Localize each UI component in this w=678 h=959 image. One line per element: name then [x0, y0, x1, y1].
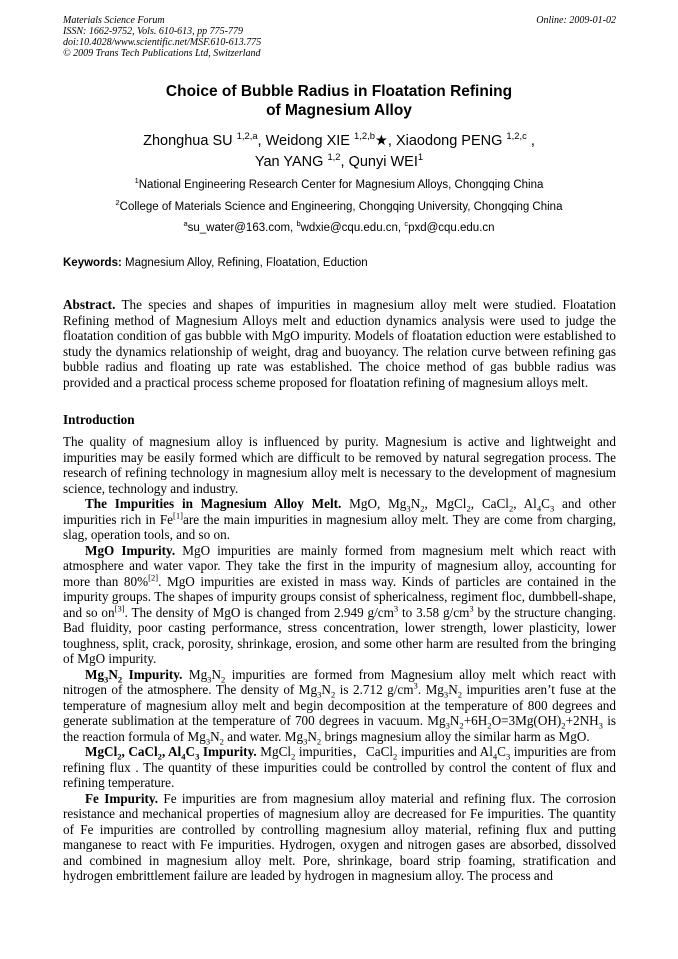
superscript: 3 [393, 603, 399, 614]
subscript: 3 [598, 720, 603, 731]
text-run: to 3.58 g/cm [398, 604, 470, 620]
affiliation-2-text: College of Materials Science and Engineering, Chongqing University, Chongqing China [119, 201, 563, 213]
intro-paragraph-mg3n2 [63, 667, 616, 745]
text-run: and water. Mg [223, 728, 304, 744]
author-xie-affil: 1,2,b [354, 130, 375, 142]
citation-ref: [3] [114, 603, 125, 614]
text-run: Mg [85, 666, 105, 682]
superscript: 3 [469, 603, 474, 614]
doi-line: doi:10.4028/www.scientific.net/MSF.610-613.775 [63, 37, 262, 48]
corresponding-star-icon: ★ [374, 133, 388, 149]
text-run: brings magnesium alloy the similar harm as MgO. [321, 728, 590, 744]
subscript: 3 [104, 674, 109, 685]
author-line-2 [0, 152, 678, 173]
fe-heading: Fe Impurity. [85, 790, 159, 806]
email-line [0, 221, 678, 235]
author-su-affil: 1,2,a [236, 130, 258, 142]
subscript: 3 [443, 689, 449, 700]
text-run: , MgCl [424, 496, 467, 511]
online-date: Online: 2009-01-02 [536, 15, 616, 26]
text-run: , Al [161, 744, 182, 759]
subscript: 3 [505, 751, 511, 762]
text-run: , Al [513, 496, 537, 511]
text-run: Fe impurities are from magnesium alloy material and refining flux. The corrosion resistance and mechanical properties of magnesium alloy are decreased for Fe impurities. The quantity of Fe impurities are controlled by controlling magnesium alloy material, refining flux and putting manganese to react with Fe impurities. Hydrogen, oxygen and nitrogen gases are absorbed, dissolved and combined in magnesium alloy melt. Pore, shrinkage, board strip foaming, stratification and hydrogen embrittlement failure are leaded by hydrogen in magnesium alloy. The process and [63, 790, 616, 883]
text-run: +6H [463, 713, 488, 728]
text-run: C [185, 744, 196, 759]
text-run: MgCl [85, 744, 118, 759]
introduction-heading: Introduction [63, 412, 135, 427]
citation-ref: [1] [173, 510, 184, 521]
paper-title [0, 82, 678, 120]
email-c-marker: c [404, 219, 409, 229]
text-run: MgCl [256, 744, 292, 759]
author-yang: Yan YANG [254, 154, 328, 170]
text-run: Mg [182, 666, 208, 682]
subscript: 2 [219, 736, 224, 747]
subscript: 2 [291, 751, 296, 762]
author-su: Zhonghua SU [143, 133, 237, 149]
journal-header [63, 15, 616, 59]
keywords-label: Keywords: [63, 257, 122, 269]
citation-ref: [2] [148, 572, 159, 583]
text-run: C [541, 496, 550, 511]
author-peng-affil: 1,2,c [506, 130, 527, 142]
keywords-text: Magnesium Alloy, Refining, Floatation, Eduction [121, 257, 368, 269]
intro-paragraph-mgo [63, 543, 616, 667]
subscript: 3 [303, 736, 308, 747]
text-run: N [210, 728, 220, 744]
affiliation-1-marker: 1 [134, 176, 139, 186]
email-b: wdxie@cqu.edu.cn, [300, 222, 405, 234]
text-run: Impurity. [122, 666, 183, 682]
text-run: N [449, 713, 460, 728]
text-run: is the reaction formula of Mg [63, 713, 617, 744]
text-run: impurities and Al [397, 744, 493, 759]
intro-paragraph-chlorides [63, 744, 616, 791]
intro-paragraph-impurities [63, 496, 616, 543]
subscript: 2 [561, 720, 566, 731]
subscript: 3 [207, 674, 212, 685]
text-run: N [410, 496, 421, 511]
abstract-text: The species and shapes of impurities in magnesium alloy melt were studied. Floatation Refining method of Magnesium Alloys melt and eduction dynamics analysis were used to judge the floatation condition of gas bubble with MgO impurity. Models of floatation eduction were established to study the dynamics relationship of weight, drag and buoyancy. The relation curve between refining gas bubble radius and floating up rate was established. The choice method of gas bubble radius was provided and a practical process scheme proposed for floatation refining of magnesium alloys melt. [63, 297, 616, 390]
text-run: impurities aren’t fuse at the temperature of magnesium alloy melt and begin decomposition at the temperature of 800 degrees and generate sublimation at the temperature of 700 degrees in vacuum. Mg [63, 682, 616, 728]
subscript: 3 [317, 689, 322, 700]
text-run: N [307, 728, 317, 744]
text-run: MgO, Mg [341, 496, 407, 511]
abstract [63, 297, 616, 390]
author-xie: , Weidong XIE [257, 133, 354, 149]
mg3n2-heading [85, 666, 183, 685]
affiliation-1-text: National Engineering Research Center for Magnesium Alloys, Chongqing China [138, 179, 544, 191]
text-run: . Mg [417, 682, 444, 697]
text-run: . MgO impurities are existed in mass way. Kinds of particles are contained in the impurity groups. The shapes of impurity groups consist of sphericalness, regiment floc, dumbbell-shape, and so on [63, 573, 616, 620]
subscript: 2 [466, 503, 471, 514]
impurities-heading: The Impurities in Magnesium Alloy Melt. [85, 496, 342, 511]
text-run: O=3Mg(OH) [491, 713, 562, 728]
copyright-line: © 2009 Trans Tech Publications Ltd, Switzerland [63, 48, 261, 59]
text-run: N [321, 682, 331, 697]
author-yang-affil: 1,2 [327, 151, 341, 163]
email-c: pxd@cqu.edu.cn [408, 222, 495, 234]
email-a: su_water@163.com, [187, 222, 297, 234]
journal-name: Materials Science Forum [63, 15, 165, 26]
keywords [63, 256, 616, 270]
subscript: 2 [393, 751, 398, 762]
text-run: impurities are formed from Magnesium alloy melt which react with nitrogen of the atmosphere. The density of Mg [63, 666, 617, 697]
email-a-marker: a [183, 219, 188, 229]
mgo-heading: MgO Impurity. [85, 542, 176, 558]
text-run: N [108, 666, 118, 682]
subscript: 2 [221, 674, 226, 685]
abstract-label: Abstract. [63, 297, 116, 312]
chlorides-heading [85, 744, 257, 762]
author-line-tail: , [526, 133, 535, 149]
superscript: 3 [413, 680, 418, 691]
subscript: 2 [487, 720, 492, 731]
author-wei: , Qunyi WEI [340, 154, 418, 170]
author-line-1 [0, 131, 678, 152]
subscript: 2 [117, 751, 122, 762]
subscript: 2 [459, 720, 464, 731]
text-run: +2NH [565, 713, 599, 728]
text-run: C [497, 744, 506, 759]
subscript: 2 [117, 674, 123, 685]
text-run: impurities are from refining flux . The quantity of these impurities could be controlled by control the content of flux and refining temperature. [63, 744, 616, 790]
subscript: 2 [330, 689, 336, 700]
text-run: , CaCl [470, 496, 509, 511]
text-run: , CaCl [121, 744, 158, 759]
affiliation-2-marker: 2 [115, 198, 120, 208]
email-b-marker: b [296, 219, 301, 229]
text-run: is 2.712 g/cm [335, 682, 414, 697]
title-line-2: of Magnesium Alloy [266, 102, 412, 119]
text-run: are the main impurities in magnesium alloy melt. They are come from charging, slag, operation tools, and so on. [63, 511, 616, 542]
subscript: 3 [406, 503, 411, 514]
text-run: impurities，CaCl [295, 744, 394, 759]
text-run: by the structure changing. Bad fluidity, poor casting performance, stress concentration, lower strength, lower plasticity, lower toughness, split, crack, porosity, shrinkage, erosion, and some other harm are resulted from the bringing of MgO impurity. [63, 604, 616, 666]
subscript: 3 [195, 751, 200, 762]
subscript: 4 [181, 751, 186, 762]
subscript: 2 [420, 503, 425, 514]
text-run: and other impurities rich in Fe [63, 496, 617, 527]
author-peng: , Xiaodong PENG [387, 133, 507, 149]
subscript: 3 [205, 736, 211, 747]
affiliation-1 [0, 178, 678, 192]
subscript: 2 [457, 689, 463, 700]
issn-line: ISSN: 1662-9752, Vols. 610-613, pp 775-779 [63, 26, 243, 37]
subscript: 4 [492, 751, 498, 762]
introduction-body [63, 434, 616, 884]
intro-paragraph-1: The quality of magnesium alloy is influenced by purity. Magnesium is active and lightweight and impurities may be easily formed which are difficult to be removed by natural segregation process. The research of refining technology in magnesium alloy melt is necessary to the development of magnesium science, technology and industry. [63, 434, 616, 496]
subscript: 2 [157, 751, 162, 762]
text-run: N [448, 682, 458, 697]
intro-paragraph-fe [63, 791, 616, 884]
text-run: . The density of MgO is changed from 2.949 g/cm [124, 604, 394, 620]
title-line-1: Choice of Bubble Radius in Floatation Refining [165, 83, 513, 100]
subscript: 3 [445, 720, 450, 731]
affiliation-2 [0, 200, 678, 214]
text-run: N [211, 666, 221, 682]
author-list [0, 131, 678, 173]
subscript: 3 [549, 503, 555, 514]
subscript: 4 [536, 503, 542, 514]
text-run: Impurity. [199, 744, 257, 759]
text-run: MgO impurities are mainly formed from magnesium melt which react with atmosphere and water vapor. They take the first in the impurity of magnesium alloy, accounting for more than 80% [63, 542, 616, 589]
subscript: 2 [508, 503, 514, 514]
subscript: 2 [316, 736, 322, 747]
author-wei-affil: 1 [417, 151, 424, 163]
